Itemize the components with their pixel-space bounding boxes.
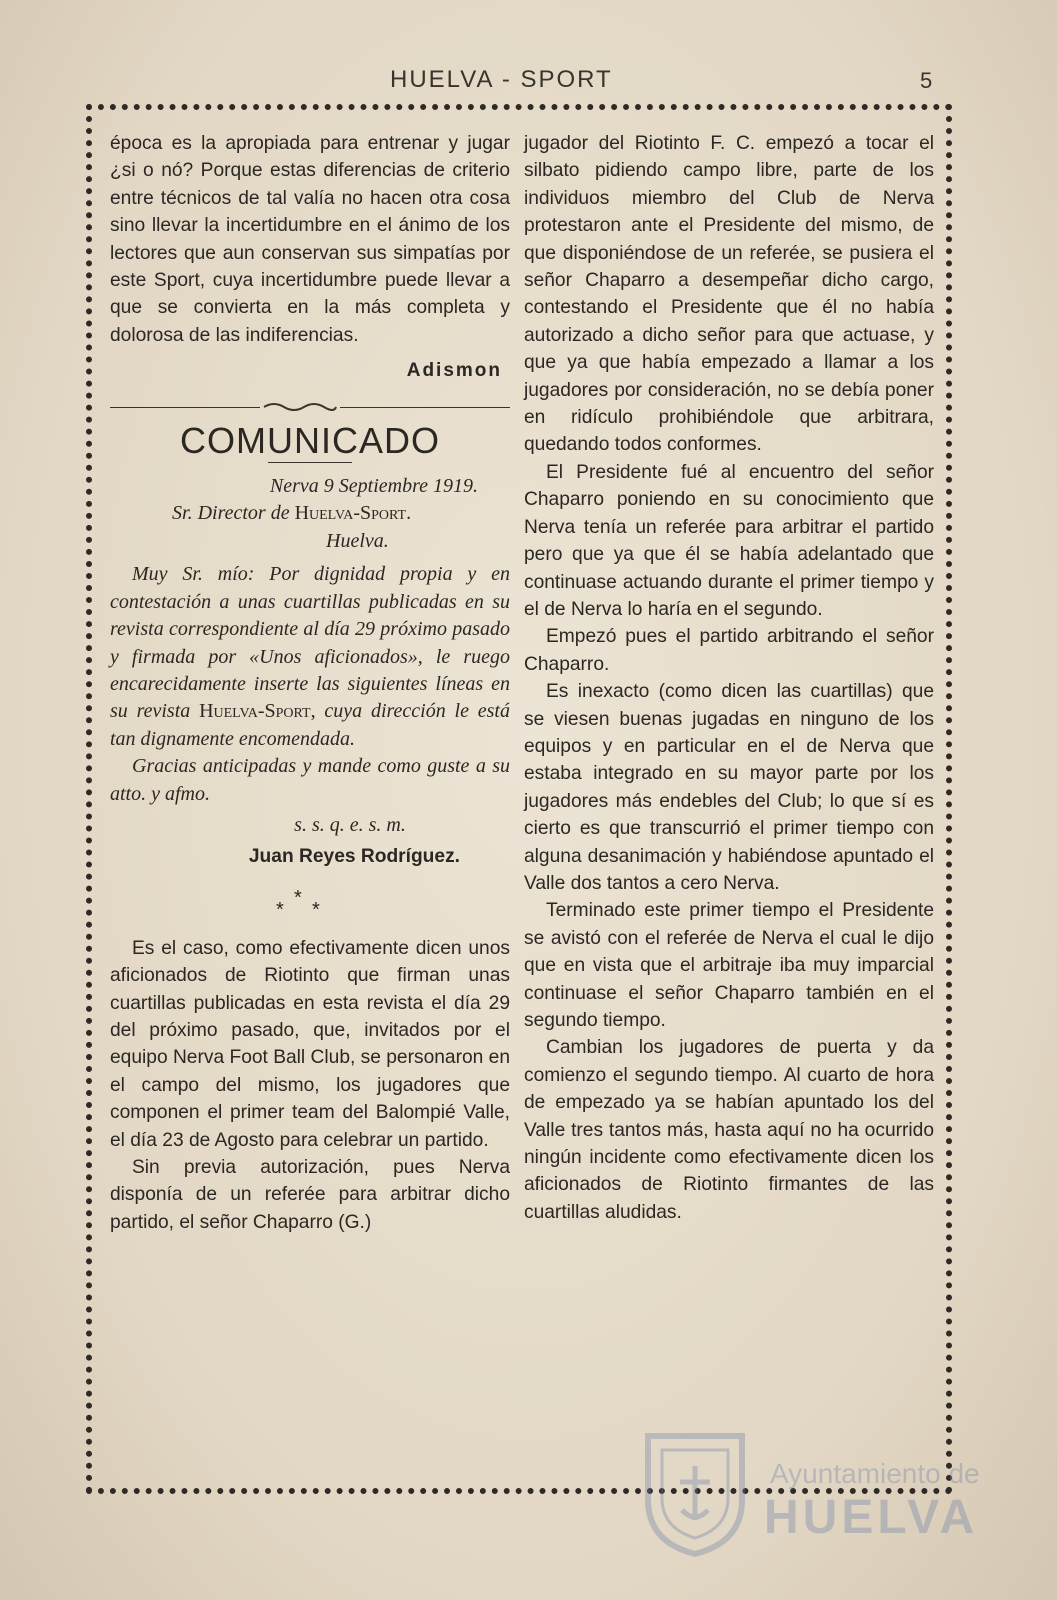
author-signature: Adismon — [406, 360, 502, 382]
archive-watermark — [640, 1430, 980, 1560]
watermark-line2: HUELVA — [764, 1491, 979, 1544]
left-column — [110, 130, 510, 1236]
intro-paragraph: época es la apropiada para entrenar y jugar ¿si o nó? Porque estas diferencias de criterio entre técnicos de tal valía no hacen otra cosa sino llevar la incertidumbre en el ánimo de los lectores que aun conservan sus simpatías por este Sport, cuya incertidumbre puede llevar a que se convierta en la más completa y dolorosa de las indiferencias. — [110, 133, 510, 346]
letter-body-part1: Muy Sr. mío: Por dignidad propia y en contestación a unas cuartillas publicadas en su revista correspondiente al día 29 próximo pasado y firmada por «Unos aficionados», le ruego encarecidamente inserte las siguientes líneas en su revista — [110, 563, 510, 723]
right-column — [524, 130, 934, 1226]
body-paragraph: jugador del Riotinto F. C. empezó a tocar el silbato pidiendo campo libre, parte de los individuos miembro del Club de Nerva protestaron ante el Presidente del mismo, de que disponiéndose de un referée, se pusiera el señor Chaparro a desempeñar dicho cargo, contestando el Presidente que él no había autorizado a dicho señor para que actuase, y que ya que había empezado a llamar a los jugadores por consideración, no se debía poner en ridículo prohibiéndole que arbitrara, quedando todos conformes. — [524, 133, 934, 456]
body-paragraph: Es inexacto (como dicen las cuartillas) que se viesen buenas jugadas en ninguno de los equipos y en particular en el de Nerva que estaba integrado en su mayor parte por los jugadores más endebles del Club; lo que sí es cierto es que transcurrió el primer tiempo con alguna desanimación y habiéndose apuntado el Valle dos tantos a cero Nerva. — [524, 681, 934, 894]
body-paragraph: Cambian los jugadores de puerta y da comienzo el segundo tiempo. Al cuarto de hora de empezado ya se habían apuntado los del Valle tres tantos más, hasta aquí no ha ocurrido ningún incidente como efectivamente dicen los aficionados de Riotinto firmantes de las cuartillas aludidas. — [524, 1037, 934, 1223]
letter-thanks: Gracias anticipadas y mande como guste a su atto. y afmo. — [110, 755, 510, 805]
flourish-ornament — [260, 397, 340, 417]
page-header — [0, 62, 1057, 98]
section-heading: COMUNICADO — [180, 419, 440, 461]
asterism: * * * — [276, 886, 320, 921]
watermark-line1: Ayuntamiento de — [770, 1458, 980, 1489]
letter-addressee — [110, 500, 510, 527]
addressee-publication: Huelva-Sport. — [294, 502, 412, 525]
heading-underline — [268, 462, 352, 463]
page-number: 5 — [920, 68, 933, 93]
body-paragraph: El Presidente fué al encuentro del señor Chaparro poniendo en su conocimiento que Nerva tenía un referée para arbitrar el partido pero que ya que él se había adelantado que continuase actuando durante el primer tiempo y el de Nerva lo haría en el segundo. — [524, 461, 934, 620]
body-paragraph: Es el caso, como efectivamente dicen unos aficionados de Riotinto que firman unas cuartillas publicadas en esta revista el día 29 del próximo pasado, que, invitados por el equipo Nerva Foot Ball Club, se personaron en el campo del mismo, los jugadores que componen el primer team del Balompié Valle, el día 23 de Agosto para celebrar un partido. — [110, 937, 510, 1151]
body-paragraph: Terminado este primer tiempo el Presidente se avistó con el referée de Nerva el cual le dijo que en vista que el arbitraje iba muy imparcial continuase el señor Chaparro también en el segundo tiempo. — [524, 900, 934, 1031]
letter-closing: s. s. q. e. s. m. — [294, 813, 406, 836]
shield-icon — [640, 1430, 750, 1558]
letter-signer: Juan Reyes Rodríguez. — [248, 846, 460, 868]
body-paragraph: Sin previa autorización, pues Nerva disponía de un referée para arbitrar dicho partido, el señor Chaparro (G.) — [110, 1157, 510, 1233]
running-title: HUELVA - SPORT — [390, 66, 613, 93]
section-divider — [110, 397, 510, 419]
body-paragraph: Empezó pues el partido arbitrando el señor Chaparro. — [524, 626, 934, 675]
letter-body-part2: cuya dirección le está tan dignamente encomendada. — [110, 700, 510, 750]
letter-city: Huelva. — [326, 529, 389, 552]
letter-date: Nerva 9 Septiembre 1919. — [269, 475, 478, 498]
letter-body — [110, 561, 510, 753]
letter-block — [110, 473, 510, 839]
addressee-prefix: Sr. Director de — [172, 502, 290, 525]
letter-body-publication: Huelva-Sport, — [199, 700, 316, 723]
